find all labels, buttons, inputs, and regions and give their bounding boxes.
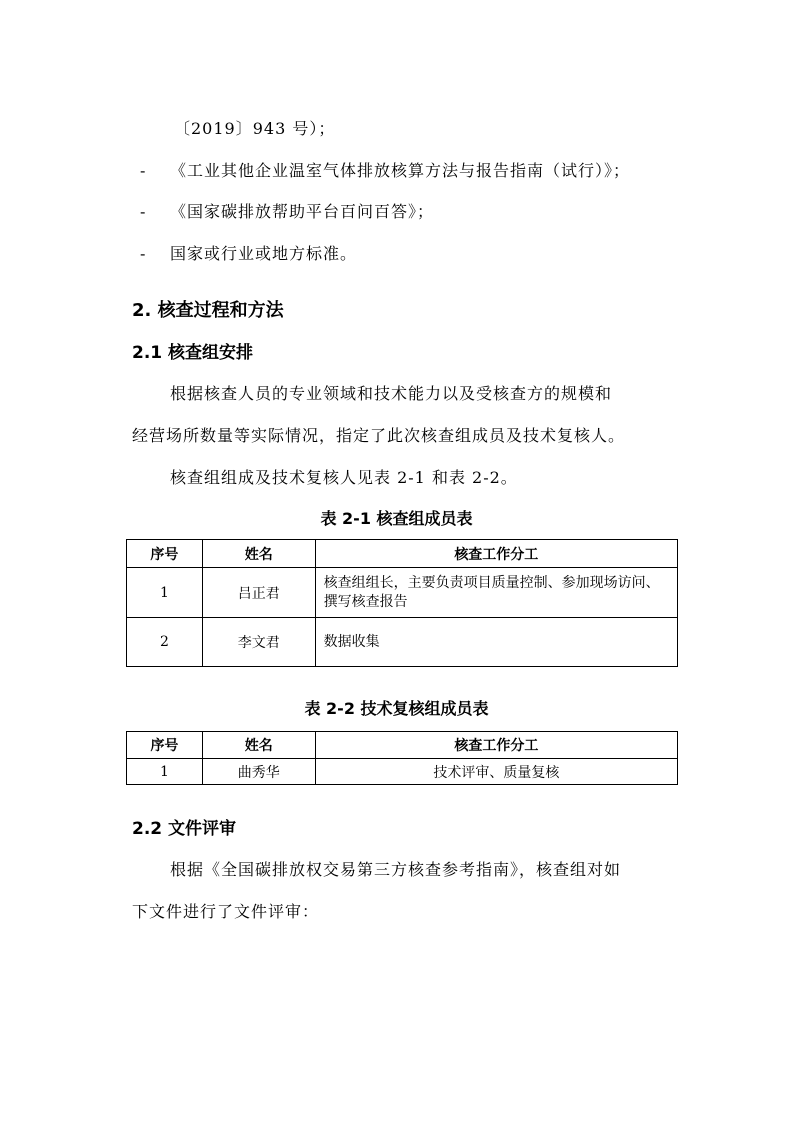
bullet-dash: - [140,161,146,180]
subsection-heading: 2.1 核查组安排 [132,343,254,363]
paragraph-line: 核查组组成及技术复核人见表 2-1 和表 2-2。 [170,468,518,487]
team-members-table [126,539,678,667]
table-cell: 1 [127,759,203,785]
table-cell: 李文君 [202,618,315,667]
bullet-item: 《国家碳排放帮助平台百问百答》； [170,202,435,221]
table-row [127,568,678,618]
table-cell: 技术评审、质量复核 [315,759,677,785]
continuation-line: 〔2019〕943 号）； [174,119,336,138]
bullet-dash: - [140,244,146,263]
header-cell: 核查工作分工 [315,732,677,759]
table-row [127,618,678,667]
header-cell: 序号 [127,540,203,568]
table-cell: 曲秀华 [202,759,315,785]
technical-review-table [126,731,678,785]
section-heading: 2. 核查过程和方法 [132,300,284,321]
table-cell: 2 [127,618,203,667]
table-caption: 表 2-2 技术复核组成员表 [304,699,489,718]
paragraph-line: 根据核查人员的专业领域和技术能力以及受核查方的规模和 [170,384,613,403]
header-cell: 核查工作分工 [315,540,677,568]
paragraph-line: 根据《全国碳排放权交易第三方核查参考指南》，核查组对如 [170,860,622,879]
bullet-item: 《工业其他企业温室气体排放核算方法与报告指南（试行）》； [170,161,631,180]
table-row [127,759,678,785]
header-cell: 姓名 [202,732,315,759]
bullet-item: 国家或行业或地方标准。 [170,244,358,263]
table-header-row [127,540,678,568]
table-cell: 数据收集 [315,618,677,667]
subsection-heading: 2.2 文件评审 [132,819,237,839]
header-cell: 姓名 [202,540,315,568]
table-cell: 1 [127,568,203,618]
table-header-row [127,732,678,759]
paragraph-line: 经营场所数量等实际情况，指定了此次核查组成员及技术复核人。 [132,426,626,445]
header-cell: 序号 [127,732,203,759]
table-cell: 核查组组长，主要负责项目质量控制、参加现场访问、撰写核查报告 [315,568,677,618]
paragraph-line: 下文件进行了文件评审： [132,902,320,921]
bullet-dash: - [140,202,146,221]
table-cell: 吕正君 [202,568,315,618]
table-caption: 表 2-1 核查组成员表 [320,509,473,528]
